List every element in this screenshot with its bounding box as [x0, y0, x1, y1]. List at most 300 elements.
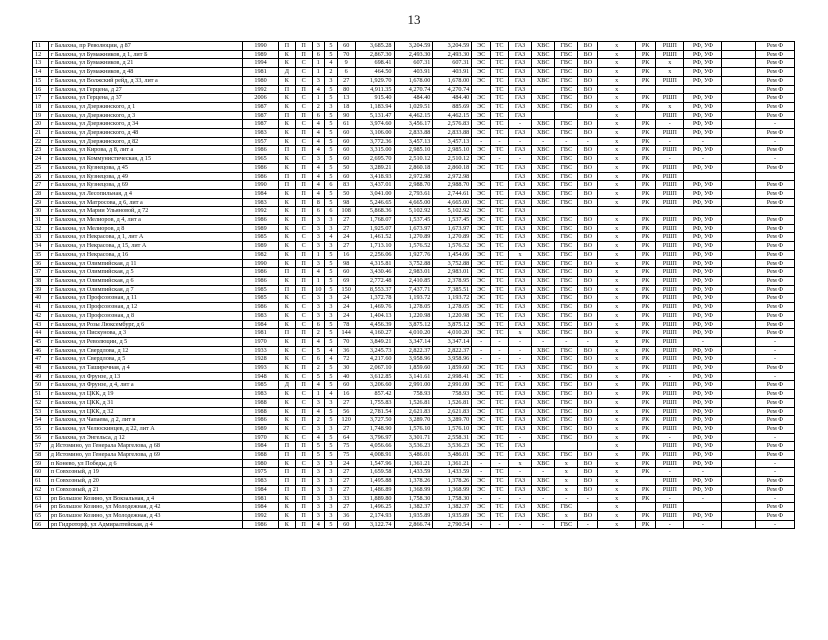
cell-wall-type: П [278, 477, 295, 486]
cell-repair-basement: РШП [656, 181, 684, 190]
cell-floors: 5 [325, 337, 338, 346]
cell-floors: 5 [325, 137, 338, 146]
cell-utility-drainage: ВО [578, 511, 598, 520]
cell-repair-basement: х [656, 102, 684, 111]
table-row [33, 477, 795, 486]
cell-blank [722, 85, 756, 94]
cell-address: рп Гидроторф, ул Адмиралтейская, д 4 [48, 520, 242, 529]
cell-utility-drainage: ВО [578, 189, 598, 198]
cell-address: г Балахна, ул Профсоюзная, д 8 [48, 311, 242, 320]
cell-floors: 3 [325, 294, 338, 303]
cell-year-built: 1989 [243, 224, 279, 233]
cell-apartments: 60 [337, 172, 355, 181]
cell-repair-roof: РК [636, 294, 656, 303]
cell-repair-fund: - [755, 459, 794, 468]
cell-repair-facade: РФ, УФ [684, 250, 722, 259]
cell-utility-cold-water: ХВС [532, 224, 555, 233]
cell-living-area: 3,141.61 [394, 372, 433, 381]
cell-row-index: 44 [33, 329, 49, 338]
cell-utility-hot-water: ГВС [555, 364, 578, 373]
cell-repair-roof: РК [636, 250, 656, 259]
cell-living-area: 607.31 [394, 59, 433, 68]
cell-row-index: 62 [33, 485, 49, 494]
cell-address: п Конево, ул Победы, д 6 [48, 459, 242, 468]
cell-address: г Балахна, ул Дзержинского, д 1 [48, 102, 242, 111]
cell-utility-gas: ГАЗ [509, 50, 532, 59]
cell-repair-facade: РФ, УФ [684, 416, 722, 425]
cell-mark: х [598, 407, 636, 416]
cell-address: г Балахна, ул Бумажников, д 48 [48, 68, 242, 77]
cell-utility-hot-water: ГВС [555, 503, 578, 512]
cell-material: С [295, 398, 312, 407]
cell-repair-basement: РШП [656, 485, 684, 494]
cell-wall-type: К [278, 198, 295, 207]
cell-repair-fund: Рем Ф [755, 329, 794, 338]
cell-row-index: 57 [33, 442, 49, 451]
cell-material: П [295, 407, 312, 416]
cell-wall-type: К [278, 129, 295, 138]
cell-blank [722, 311, 756, 320]
cell-apartments: 60 [337, 137, 355, 146]
cell-material: С [295, 120, 312, 129]
cell-apartments: 98 [337, 259, 355, 268]
cell-residential-area: 484.40 [433, 94, 472, 103]
cell-material: П [295, 216, 312, 225]
cell-living-area: 1,537.45 [394, 216, 433, 225]
cell-year-built: 1970 [243, 433, 279, 442]
cell-utility-cold-water: ХВС [532, 76, 555, 85]
cell-utility-drainage: ВО [578, 259, 598, 268]
cell-mark: х [598, 146, 636, 155]
table-row [33, 320, 795, 329]
cell-repair-fund: - [755, 433, 794, 442]
cell-total-area: 3,430.46 [355, 268, 394, 277]
cell-address: г Балахна, ул ЦКК, д 32 [48, 407, 242, 416]
cell-floors: 3 [325, 242, 338, 251]
cell-repair-basement: РШП [656, 129, 684, 138]
cell-blank [722, 172, 756, 181]
cell-utility-power: ЭС [472, 242, 491, 251]
cell-blank [722, 294, 756, 303]
cell-living-area: 4,010.20 [394, 329, 433, 338]
cell-entrances: 3 [312, 503, 325, 512]
cell-utility-cold-water: - [532, 520, 555, 529]
cell-repair-roof: РК [636, 59, 656, 68]
cell-floors: 2 [325, 68, 338, 77]
cell-apartments: 27 [337, 424, 355, 433]
cell-utility-power: ЭС [472, 216, 491, 225]
cell-total-area: 1,372.78 [355, 294, 394, 303]
cell-address: г Балахна, ул Некрасова, д 16 [48, 250, 242, 259]
cell-living-area: 3,958.96 [394, 355, 433, 364]
cell-utility-power: ЭС [472, 207, 491, 216]
table-row [33, 42, 795, 51]
cell-row-index: 37 [33, 268, 49, 277]
cell-mark: х [598, 503, 636, 512]
cell-utility-gas: ГАЗ [509, 451, 532, 460]
cell-mark: х [598, 242, 636, 251]
cell-entrances: 3 [312, 303, 325, 312]
cell-utility-power: ЭС [472, 329, 491, 338]
cell-repair-roof: РК [636, 120, 656, 129]
cell-blank [722, 442, 756, 451]
cell-year-built: 1983 [243, 129, 279, 138]
cell-mark: х [598, 198, 636, 207]
cell-repair-fund: Рем Ф [755, 477, 794, 486]
cell-address: г Балахна, ул Дзержинского, д 82 [48, 137, 242, 146]
cell-repair-basement: РШП [656, 355, 684, 364]
cell-residential-area: 2,510.12 [433, 155, 472, 164]
cell-entrances: 6 [312, 320, 325, 329]
cell-living-area: 758.93 [394, 390, 433, 399]
cell-floors: 4 [325, 355, 338, 364]
cell-repair-fund: Рем Ф [755, 42, 794, 51]
cell-blank [722, 163, 756, 172]
cell-mark: х [598, 216, 636, 225]
cell-entrances: 3 [312, 216, 325, 225]
cell-wall-type: П [278, 172, 295, 181]
table-row [33, 407, 795, 416]
cell-utility-heating: - [491, 494, 509, 503]
cell-repair-basement: РШП [656, 233, 684, 242]
cell-repair-basement: - [656, 433, 684, 442]
cell-utility-hot-water: ГВС [555, 216, 578, 225]
cell-residential-area: 7,385.51 [433, 285, 472, 294]
cell-year-built: 1985 [243, 294, 279, 303]
cell-wall-type: П [278, 42, 295, 51]
cell-utility-drainage: ВО [578, 102, 598, 111]
cell-repair-facade: РФ, УФ [684, 276, 722, 285]
cell-mark: х [598, 459, 636, 468]
cell-material: П [295, 337, 312, 346]
cell-address: г Балахна, ул Дзержинского, д 48 [48, 129, 242, 138]
cell-residential-area: 3,875.12 [433, 320, 472, 329]
cell-floors: 5 [325, 85, 338, 94]
cell-blank [722, 181, 756, 190]
cell-floors: 5 [325, 268, 338, 277]
cell-living-area: 2,866.74 [394, 520, 433, 529]
table-row [33, 198, 795, 207]
cell-residential-area: 1,378.26 [433, 477, 472, 486]
cell-floors: 3 [325, 459, 338, 468]
cell-utility-hot-water: ГВС [555, 355, 578, 364]
cell-row-index: 40 [33, 294, 49, 303]
cell-repair-fund: Рем Ф [755, 381, 794, 390]
cell-residential-area: 2,988.70 [433, 181, 472, 190]
cell-apartments: 75 [337, 451, 355, 460]
cell-address: г Балахна, ул Фрунзе, д 13 [48, 372, 242, 381]
cell-floors: 4 [325, 346, 338, 355]
cell-utility-power: ЭС [472, 120, 491, 129]
cell-material: П [295, 442, 312, 451]
cell-living-area: 403.91 [394, 68, 433, 77]
cell-living-area: 2,860.18 [394, 163, 433, 172]
cell-row-index: 53 [33, 407, 49, 416]
cell-repair-roof: РК [636, 242, 656, 251]
cell-repair-roof: РК [636, 163, 656, 172]
cell-total-area: 2,781.54 [355, 407, 394, 416]
cell-utility-drainage: ВО [578, 320, 598, 329]
cell-utility-gas: - [509, 346, 532, 355]
cell-repair-roof: РК [636, 137, 656, 146]
cell-utility-heating: ТС [491, 372, 509, 381]
cell-repair-facade: РФ, УФ [684, 442, 722, 451]
cell-entrances: 5 [312, 372, 325, 381]
cell-utility-drainage: ВО [578, 355, 598, 364]
cell-utility-gas: ГАЗ [509, 485, 532, 494]
cell-floors: 3 [325, 311, 338, 320]
table-row [33, 485, 795, 494]
cell-mark: х [598, 337, 636, 346]
cell-utility-drainage: - [578, 137, 598, 146]
table-row [33, 442, 795, 451]
cell-repair-facade: РФ, УФ [684, 407, 722, 416]
cell-address: г Балахна, ул Кузнецова, д 45 [48, 163, 242, 172]
cell-total-area: 3,796.97 [355, 433, 394, 442]
cell-year-built: 1948 [243, 372, 279, 381]
cell-residential-area: 1,368.99 [433, 485, 472, 494]
cell-utility-hot-water: ГВС [555, 433, 578, 442]
cell-apartments: 36 [337, 511, 355, 520]
cell-repair-facade: - [684, 155, 722, 164]
cell-repair-basement: - [656, 155, 684, 164]
cell-residential-area: 2,833.88 [433, 129, 472, 138]
cell-utility-power: - [472, 494, 491, 503]
cell-repair-basement: РШП [656, 320, 684, 329]
cell-address: д Истомино, ул Генерала Маргелова, д 68 [48, 442, 242, 451]
cell-residential-area: 4,010.20 [433, 329, 472, 338]
cell-floors: 3 [325, 216, 338, 225]
cell-row-index: 55 [33, 424, 49, 433]
cell-repair-roof: РК [636, 216, 656, 225]
cell-address: г Балахна, ул Мелиоров, д 8 [48, 224, 242, 233]
cell-repair-basement: РШП [656, 111, 684, 120]
cell-floors: 5 [325, 172, 338, 181]
cell-total-area: 1,889.80 [355, 494, 394, 503]
cell-utility-gas: ГАЗ [509, 381, 532, 390]
cell-living-area: 3,456.17 [394, 120, 433, 129]
cell-total-area: 1,183.94 [355, 102, 394, 111]
cell-year-built: 1988 [243, 451, 279, 460]
cell-apartments: 27 [337, 242, 355, 251]
cell-utility-drainage: - [578, 494, 598, 503]
cell-mark: х [598, 85, 636, 94]
cell-repair-roof [636, 477, 656, 486]
cell-residential-area: 2,378.95 [433, 276, 472, 285]
cell-repair-roof: РК [636, 303, 656, 312]
cell-utility-cold-water: ХВС [532, 120, 555, 129]
cell-entrances: 3 [312, 424, 325, 433]
cell-address: рп Большое Козино, ул Молодежная, д 42 [48, 503, 242, 512]
cell-address: г Балахна, ул Олимпийская, д 7 [48, 285, 242, 294]
cell-year-built: 1984 [243, 485, 279, 494]
table-row [33, 111, 795, 120]
cell-wall-type: Д [278, 381, 295, 390]
cell-row-index: 34 [33, 242, 49, 251]
cell-utility-power: ЭС [472, 189, 491, 198]
cell-year-built: 1986 [243, 520, 279, 529]
cell-total-area: 1,486.89 [355, 485, 394, 494]
cell-apartments: 24 [337, 233, 355, 242]
cell-repair-roof: РК [636, 68, 656, 77]
cell-material: П [295, 50, 312, 59]
cell-repair-fund: Рем Ф [755, 50, 794, 59]
cell-wall-type: К [278, 163, 295, 172]
cell-blank [722, 485, 756, 494]
cell-mark: х [598, 163, 636, 172]
cell-residential-area: 3,457.13 [433, 137, 472, 146]
cell-floors: 5 [325, 198, 338, 207]
cell-repair-facade: РФ, УФ [684, 311, 722, 320]
cell-year-built: 1980 [243, 459, 279, 468]
table-row [33, 268, 795, 277]
cell-year-built: 1985 [243, 233, 279, 242]
cell-utility-gas: ГАЗ [509, 442, 532, 451]
table-row [33, 68, 795, 77]
cell-mark: х [598, 355, 636, 364]
cell-year-built: 1975 [243, 468, 279, 477]
cell-residential-area: 1,678.00 [433, 76, 472, 85]
cell-entrances: 6 [312, 207, 325, 216]
cell-utility-drainage: ВО [578, 94, 598, 103]
cell-year-built: 1984 [243, 503, 279, 512]
cell-repair-roof: РК [636, 259, 656, 268]
cell-blank [722, 433, 756, 442]
cell-utility-heating: ТС [491, 294, 509, 303]
cell-repair-basement: РШП [656, 398, 684, 407]
cell-repair-fund: Рем Ф [755, 294, 794, 303]
cell-utility-gas: ГАЗ [509, 129, 532, 138]
cell-utility-power: ЭС [472, 503, 491, 512]
cell-apartments: 30 [337, 364, 355, 373]
cell-utility-heating: ТС [491, 76, 509, 85]
cell-year-built: 1981 [243, 494, 279, 503]
table-row [33, 311, 795, 320]
cell-utility-gas: ГАЗ [509, 68, 532, 77]
cell-utility-cold-water: ХВС [532, 364, 555, 373]
cell-floors: 5 [325, 320, 338, 329]
cell-utility-cold-water: ХВС [532, 398, 555, 407]
cell-entrances: 3 [312, 398, 325, 407]
cell-living-area: 1,433.59 [394, 468, 433, 477]
cell-repair-fund: - [755, 155, 794, 164]
table-row [33, 85, 795, 94]
cell-utility-drainage: ВО [578, 68, 598, 77]
cell-residential-area: 3,752.88 [433, 259, 472, 268]
table-row [33, 181, 795, 190]
cell-apartments: 150 [337, 285, 355, 294]
cell-material: С [295, 390, 312, 399]
cell-year-built: 1965 [243, 155, 279, 164]
cell-repair-basement: - [656, 372, 684, 381]
cell-utility-heating: - [491, 459, 509, 468]
cell-repair-roof: РК [636, 155, 656, 164]
cell-repair-fund: Рем Ф [755, 416, 794, 425]
cell-mark: х [598, 189, 636, 198]
cell-repair-facade: - [684, 520, 722, 529]
cell-row-index: 47 [33, 355, 49, 364]
cell-utility-power: ЭС [472, 416, 491, 425]
cell-utility-cold-water: ХВС [532, 381, 555, 390]
cell-repair-roof: РК [636, 424, 656, 433]
cell-utility-heating: ТС [491, 181, 509, 190]
cell-material: П [295, 381, 312, 390]
cell-utility-heating: ТС [491, 68, 509, 77]
cell-utility-hot-water: - [555, 494, 578, 503]
page-number: 13 [407, 12, 421, 27]
cell-floors: 5 [325, 42, 338, 51]
cell-repair-roof: РК [636, 42, 656, 51]
cell-living-area: 3,457.13 [394, 137, 433, 146]
cell-mark: х [598, 137, 636, 146]
cell-utility-hot-water: х [555, 511, 578, 520]
cell-repair-roof: РК [636, 233, 656, 242]
cell-row-index: 12 [33, 50, 49, 59]
cell-floors: 5 [325, 416, 338, 425]
table-row [33, 94, 795, 103]
cell-repair-roof: РК [636, 102, 656, 111]
cell-utility-cold-water: ХВС [532, 485, 555, 494]
cell-wall-type: К [278, 189, 295, 198]
cell-utility-heating: ТС [491, 42, 509, 51]
cell-repair-fund: Рем Ф [755, 276, 794, 285]
cell-utility-cold-water: ХВС [532, 59, 555, 68]
cell-utility-cold-water: - [532, 337, 555, 346]
cell-total-area: 1,925.07 [355, 224, 394, 233]
cell-year-built: 1992 [243, 85, 279, 94]
cell-row-index: 56 [33, 433, 49, 442]
cell-entrances: 3 [312, 494, 325, 503]
cell-residential-area: 2,576.83 [433, 120, 472, 129]
cell-repair-facade: РФ, УФ [684, 242, 722, 251]
cell-utility-heating: ТС [491, 398, 509, 407]
cell-living-area: 5,102.92 [394, 207, 433, 216]
cell-wall-type: К [278, 424, 295, 433]
cell-utility-power: ЭС [472, 303, 491, 312]
cell-utility-cold-water: ХВС [532, 216, 555, 225]
cell-repair-basement: РШП [656, 303, 684, 312]
cell-row-index: 26 [33, 172, 49, 181]
cell-entrances: 3 [312, 459, 325, 468]
cell-utility-heating: ТС [491, 216, 509, 225]
cell-repair-roof: РК [636, 329, 656, 338]
cell-year-built: 1990 [243, 181, 279, 190]
cell-utility-gas: ГАЗ [509, 320, 532, 329]
cell-living-area: 3,536.23 [394, 442, 433, 451]
cell-address: г Балахна, ул Профсоюзная, д 11 [48, 294, 242, 303]
cell-utility-heating: ТС [491, 442, 509, 451]
table-row [33, 59, 795, 68]
cell-living-area: 1,270.89 [394, 233, 433, 242]
cell-total-area: 4,008.91 [355, 451, 394, 460]
cell-wall-type: К [278, 259, 295, 268]
cell-repair-fund: - [755, 137, 794, 146]
cell-material: П [295, 172, 312, 181]
cell-repair-fund: Рем Ф [755, 485, 794, 494]
cell-utility-cold-water: ХВС [532, 94, 555, 103]
cell-total-area: 3,122.74 [355, 520, 394, 529]
cell-utility-hot-water: х [555, 459, 578, 468]
cell-address: г Балахна, ул Энгельса, д 12 [48, 433, 242, 442]
cell-year-built: 1986 [243, 416, 279, 425]
table-row [33, 424, 795, 433]
cell-row-index: 45 [33, 337, 49, 346]
cell-utility-drainage: ВО [578, 468, 598, 477]
cell-blank [722, 250, 756, 259]
cell-mark: х [598, 120, 636, 129]
cell-year-built: 1987 [243, 102, 279, 111]
cell-blank [722, 233, 756, 242]
